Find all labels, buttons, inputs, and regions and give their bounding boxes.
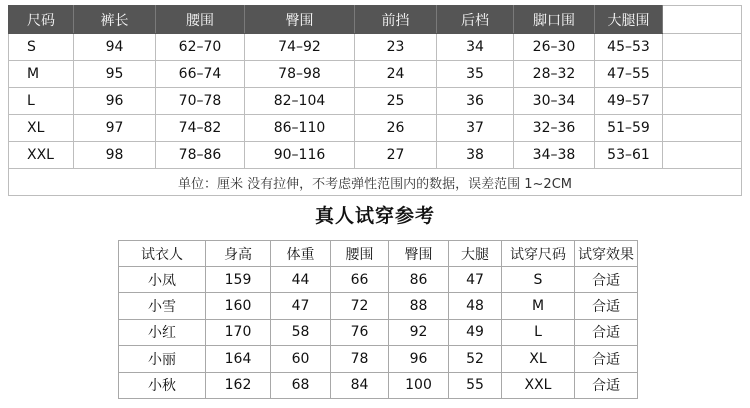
size-chart-row <box>9 115 742 142</box>
fitting-header-cell: 试穿效果 <box>575 241 638 267</box>
size-chart-cell: 74–82 <box>156 115 245 142</box>
size-chart-cell: 62–70 <box>156 34 245 61</box>
fitting-row <box>119 346 638 372</box>
size-chart-cell: 66–74 <box>156 61 245 88</box>
size-chart-cell: S <box>9 34 74 61</box>
fitting-cell: 164 <box>206 346 271 372</box>
size-chart-cell: 45–53 <box>595 34 663 61</box>
size-chart-note-row <box>9 169 742 196</box>
size-chart-row <box>9 142 742 169</box>
fitting-cell: 合适 <box>575 293 638 319</box>
size-header-cell: 尺码 <box>9 6 74 34</box>
fitting-header-row <box>119 241 638 267</box>
fitting-cell: 88 <box>389 293 449 319</box>
fitting-cell: L <box>502 319 575 345</box>
size-chart-cell: 26 <box>355 115 437 142</box>
fitting-table <box>118 240 638 399</box>
size-chart-cell: 98 <box>74 142 156 169</box>
fitting-header-cell: 体重 <box>271 241 331 267</box>
fitting-cell: 48 <box>449 293 502 319</box>
size-chart-header-row <box>9 6 742 34</box>
fitting-header-cell: 试穿尺码 <box>502 241 575 267</box>
size-chart-cell: 96 <box>74 88 156 115</box>
fitting-cell: 小秋 <box>119 372 206 398</box>
fitting-cell: 92 <box>389 319 449 345</box>
size-chart-row <box>9 61 742 88</box>
size-chart-cell: 35 <box>437 61 514 88</box>
size-header-cell: 前挡 <box>355 6 437 34</box>
fitting-cell: 44 <box>271 267 331 293</box>
fitting-cell: 合适 <box>575 372 638 398</box>
fitting-cell: 小红 <box>119 319 206 345</box>
size-chart-cell: 38 <box>437 142 514 169</box>
size-chart-cell: 70–78 <box>156 88 245 115</box>
fitting-row <box>119 372 638 398</box>
fitting-cell: 170 <box>206 319 271 345</box>
size-chart-cell: 26–30 <box>514 34 595 61</box>
blank-cell <box>663 34 742 61</box>
fitting-cell: 合适 <box>575 346 638 372</box>
fitting-cell: S <box>502 267 575 293</box>
fitting-header-cell: 腰围 <box>331 241 389 267</box>
fitting-cell: 58 <box>271 319 331 345</box>
fitting-cell: 47 <box>271 293 331 319</box>
size-chart-cell: 51–59 <box>595 115 663 142</box>
size-chart-cell: 28–32 <box>514 61 595 88</box>
fitting-section-title: 真人试穿参考 <box>314 205 435 227</box>
size-chart-cell: 86–110 <box>245 115 355 142</box>
fitting-header-cell: 臀围 <box>389 241 449 267</box>
size-chart-table <box>8 5 742 196</box>
fitting-cell: 合适 <box>575 319 638 345</box>
fitting-header-cell: 大腿 <box>449 241 502 267</box>
size-chart-cell: 47–55 <box>595 61 663 88</box>
fitting-row <box>119 319 638 345</box>
size-chart-row <box>9 34 742 61</box>
size-chart-cell: 97 <box>74 115 156 142</box>
size-chart-cell: 36 <box>437 88 514 115</box>
size-chart-cell: 24 <box>355 61 437 88</box>
size-chart-cell: 82–104 <box>245 88 355 115</box>
size-chart-cell: 25 <box>355 88 437 115</box>
size-chart-cell: 94 <box>74 34 156 61</box>
size-chart-cell: L <box>9 88 74 115</box>
size-header-blank-cell <box>663 6 742 34</box>
size-header-cell: 后档 <box>437 6 514 34</box>
fitting-cell: 84 <box>331 372 389 398</box>
blank-cell <box>663 142 742 169</box>
fitting-cell: M <box>502 293 575 319</box>
fitting-cell: 47 <box>449 267 502 293</box>
fitting-header-cell: 身高 <box>206 241 271 267</box>
fitting-cell: 76 <box>331 319 389 345</box>
size-chart-cell: 78–98 <box>245 61 355 88</box>
size-header-cell: 大腿围 <box>595 6 663 34</box>
size-chart-cell: 34 <box>437 34 514 61</box>
size-chart-cell: 49–57 <box>595 88 663 115</box>
size-chart-cell: M <box>9 61 74 88</box>
size-chart-cell: 90–116 <box>245 142 355 169</box>
size-chart-cell: 23 <box>355 34 437 61</box>
fitting-cell: 小凤 <box>119 267 206 293</box>
size-header-cell: 臀围 <box>245 6 355 34</box>
blank-cell <box>663 61 742 88</box>
size-chart-cell: 30–34 <box>514 88 595 115</box>
size-chart-cell: 32–36 <box>514 115 595 142</box>
fitting-cell: 86 <box>389 267 449 293</box>
size-chart-cell: 34–38 <box>514 142 595 169</box>
fitting-row <box>119 293 638 319</box>
fitting-header-cell: 试衣人 <box>119 241 206 267</box>
fitting-cell: 小丽 <box>119 346 206 372</box>
size-chart-cell: 53–61 <box>595 142 663 169</box>
size-chart-cell: XL <box>9 115 74 142</box>
size-chart-cell: 27 <box>355 142 437 169</box>
fitting-cell: 100 <box>389 372 449 398</box>
size-chart-cell: 74–92 <box>245 34 355 61</box>
size-chart-cell: XXL <box>9 142 74 169</box>
fitting-cell: 合适 <box>575 267 638 293</box>
size-chart-row <box>9 88 742 115</box>
fitting-cell: 55 <box>449 372 502 398</box>
fitting-cell: 159 <box>206 267 271 293</box>
fitting-cell: 60 <box>271 346 331 372</box>
fitting-cell: 52 <box>449 346 502 372</box>
size-header-cell: 裤长 <box>74 6 156 34</box>
size-chart-note: 单位：厘米 没有拉伸，不考虑弹性范围内的数据，误差范围 1~2CM <box>9 169 742 196</box>
size-header-cell: 腰围 <box>156 6 245 34</box>
fitting-cell: 96 <box>389 346 449 372</box>
fitting-cell: 72 <box>331 293 389 319</box>
fitting-cell: 49 <box>449 319 502 345</box>
size-chart-cell: 95 <box>74 61 156 88</box>
size-chart-cell: 78–86 <box>156 142 245 169</box>
fitting-cell: 小雪 <box>119 293 206 319</box>
fitting-cell: 160 <box>206 293 271 319</box>
fitting-cell: XL <box>502 346 575 372</box>
fitting-cell: XXL <box>502 372 575 398</box>
fitting-cell: 78 <box>331 346 389 372</box>
size-chart-cell: 37 <box>437 115 514 142</box>
size-header-cell: 脚口围 <box>514 6 595 34</box>
fitting-cell: 68 <box>271 372 331 398</box>
fitting-cell: 162 <box>206 372 271 398</box>
fitting-cell: 66 <box>331 267 389 293</box>
fitting-row <box>119 267 638 293</box>
blank-cell <box>663 88 742 115</box>
blank-cell <box>663 115 742 142</box>
